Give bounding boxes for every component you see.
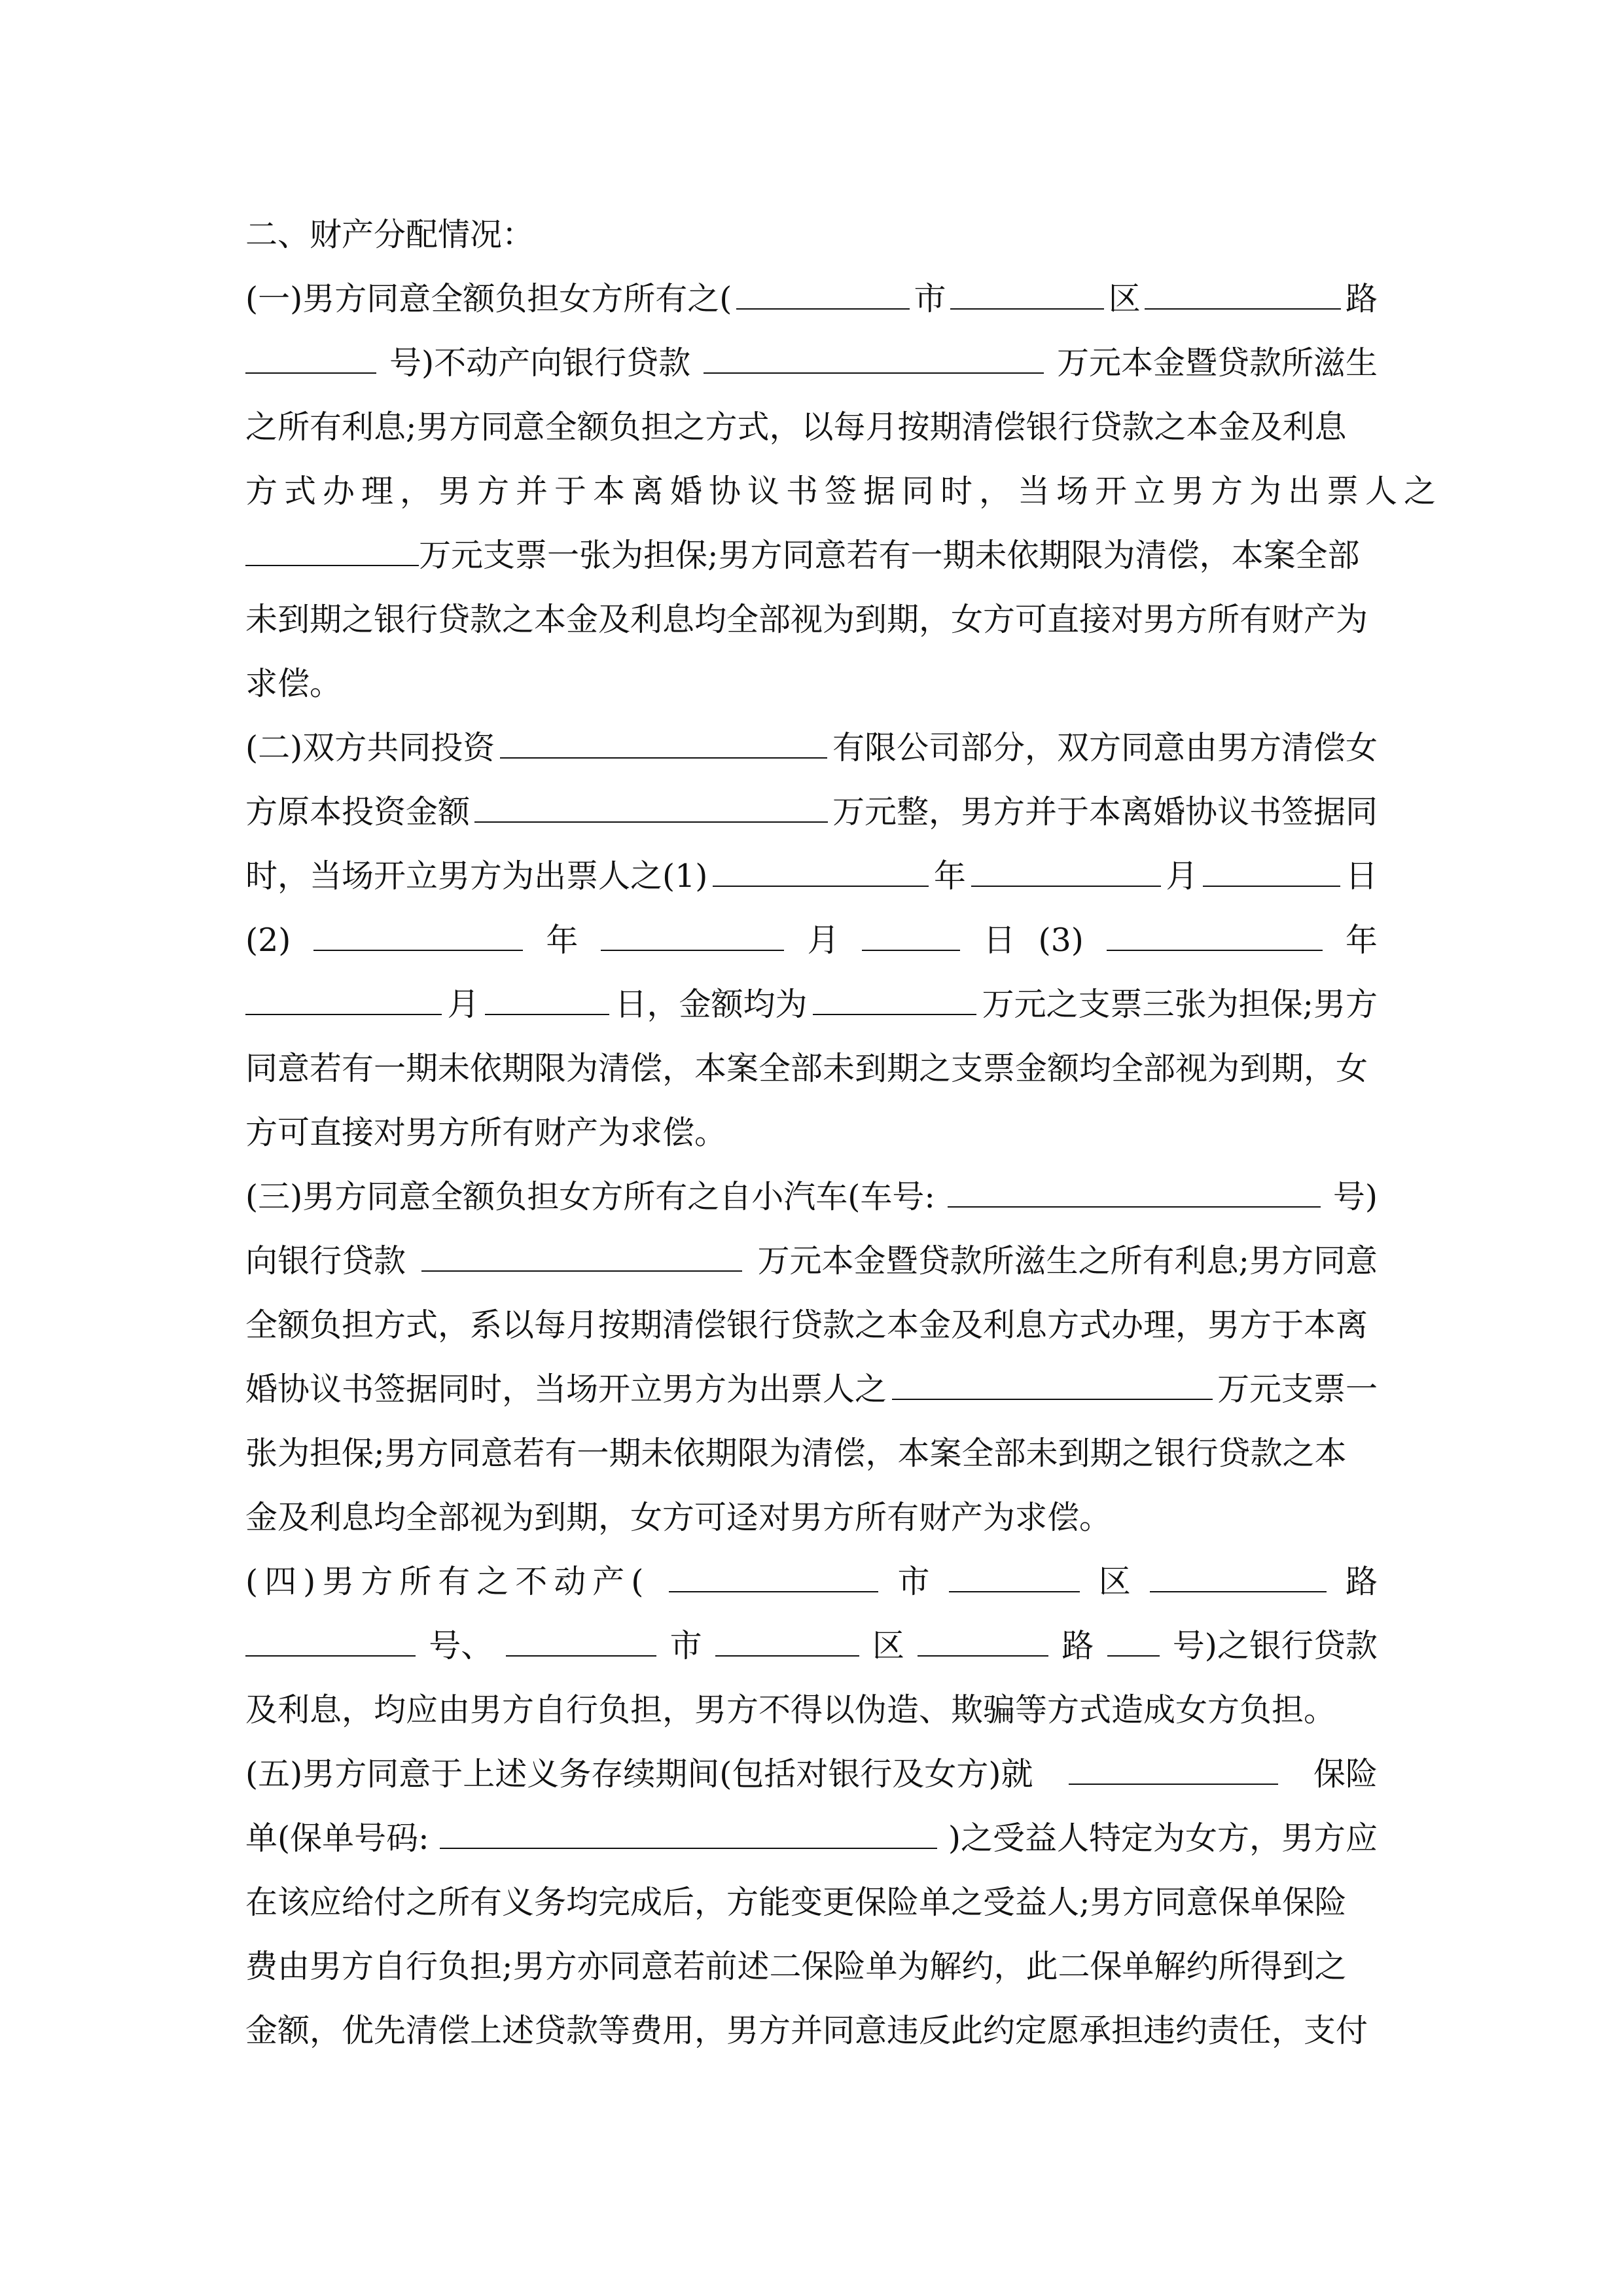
- clause-2-line-6: [245, 1037, 1378, 1101]
- text: 费由男方自行负担;男方亦同意若前述二保险单为解约，此二保单解约所得到之: [245, 1948, 1347, 1985]
- clause-1-line-1: [245, 267, 1378, 331]
- text: 月: [447, 986, 480, 1023]
- blank-line: [245, 535, 419, 566]
- blank-line: [313, 920, 523, 951]
- blank-line: [713, 855, 929, 887]
- clause-3-line-4: [245, 1357, 1378, 1422]
- text: 之所有利息;男方同意全额负担之方式，以每月按期清偿银行贷款之本金及利息: [245, 408, 1347, 446]
- text: 市: [669, 1627, 702, 1664]
- blank-line: [474, 791, 828, 823]
- text: 年: [546, 922, 579, 959]
- text: 市: [914, 280, 946, 317]
- clause-2-line-5: [245, 973, 1378, 1037]
- clause-3-line-6: [245, 1486, 1378, 1550]
- clause-1-line-4: [245, 459, 1443, 524]
- text: 日: [1345, 857, 1378, 895]
- text: 日，金额均为: [615, 986, 808, 1023]
- clause-3-line-2: [245, 1229, 1378, 1293]
- text: 号)不动产向银行贷款: [389, 344, 691, 382]
- blank-line: [715, 1625, 859, 1657]
- clause-4-line-1: [245, 1550, 1378, 1614]
- clause-5-line-3: [245, 1871, 1378, 1935]
- clause-3-line-3: [245, 1293, 1378, 1357]
- blank-line: [1107, 1625, 1160, 1657]
- text: 求偿。: [245, 665, 342, 702]
- blank-line: [1107, 920, 1323, 951]
- clause-2-line-4: [245, 908, 1378, 973]
- clause-2-line-7: [245, 1101, 1378, 1165]
- text: 号): [1332, 1178, 1378, 1215]
- text: 张为担保;男方同意若有一期未依期限为清偿，本案全部未到期之银行贷款之本: [245, 1435, 1347, 1472]
- text: 方原本投资金额: [245, 793, 471, 831]
- clause-3-line-1: [245, 1165, 1378, 1229]
- blank-line: [704, 342, 1044, 374]
- blank-line: [1069, 1753, 1278, 1785]
- blank-line: [500, 727, 827, 759]
- clause-1-line-6: [245, 588, 1378, 652]
- text: 婚协议书签据同时，当场开立男方为出票人之: [245, 1371, 887, 1408]
- text: 有限公司部分，双方同意由男方清偿女: [832, 729, 1378, 766]
- clause-2-line-3: [245, 844, 1378, 908]
- text: 路: [1345, 280, 1378, 317]
- blank-line: [1203, 855, 1340, 887]
- text: 在该应给付之所有义务均完成后，方能变更保险单之受益人;男方同意保单保险: [245, 1884, 1347, 1921]
- text: (3): [1038, 922, 1084, 959]
- blank-line: [736, 278, 910, 310]
- text: (五)男方同意于上述义务存续期间(包括对银行及女方)就: [245, 1755, 1033, 1793]
- text: 号)之银行贷款: [1172, 1627, 1378, 1664]
- clause-2-line-2: [245, 780, 1378, 844]
- clause-3-line-5: [245, 1422, 1378, 1486]
- text: 路: [1345, 1563, 1378, 1600]
- text: (一)男方同意全额负担女方所有之(: [245, 280, 732, 317]
- text: 月: [1166, 857, 1198, 895]
- blank-line: [948, 1176, 1321, 1208]
- blank-line: [1145, 278, 1341, 310]
- text: 年: [933, 857, 966, 895]
- text: 单(保单号码:: [245, 1820, 429, 1857]
- text: (二)双方共同投资: [245, 729, 495, 766]
- text: 区: [1108, 280, 1141, 317]
- text: 区: [1098, 1563, 1131, 1600]
- blank-line: [862, 920, 960, 951]
- clause-5-line-1: [245, 1742, 1378, 1806]
- text: 万元支票一张为担保;男方同意若有一期未依期限为清偿，本案全部: [419, 537, 1360, 574]
- clause-1-line-2: [245, 331, 1378, 395]
- blank-line: [971, 855, 1161, 887]
- text: 方可直接对男方所有财产为求偿。: [245, 1114, 727, 1151]
- blank-line: [485, 984, 609, 1015]
- text: (三)男方同意全额负担女方所有之自小汽车(车号:: [245, 1178, 935, 1215]
- text: 区: [872, 1627, 904, 1664]
- clause-5-line-4: [245, 1935, 1378, 1999]
- clause-4-line-2: [245, 1614, 1378, 1678]
- text: (2): [245, 922, 291, 959]
- text: 万元支票一: [1217, 1371, 1378, 1408]
- clause-1-line-5: [245, 524, 1378, 588]
- text: 时，当场开立男方为出票人之(1): [245, 857, 708, 895]
- text: 全额负担方式，系以每月按期清偿银行贷款之本金及利息方式办理，男方于本离: [245, 1306, 1368, 1344]
- text: 日: [983, 922, 1016, 959]
- text: 未到期之银行贷款之本金及利息均全部视为到期，女方可直接对男方所有财产为: [245, 601, 1368, 638]
- text: )之受益人特定为女方，男方应: [948, 1820, 1378, 1857]
- text: 万元本金暨贷款所滋生: [1056, 344, 1378, 382]
- blank-line: [918, 1625, 1048, 1657]
- blank-line: [950, 278, 1104, 310]
- text: 万元本金暨贷款所滋生之所有利息;男方同意: [757, 1242, 1378, 1280]
- text: 金及利息均全部视为到期，女方可迳对男方所有财产为求偿。: [245, 1499, 1112, 1536]
- text: 万元整，男方并于本离婚协议书签据同: [832, 793, 1378, 831]
- text: 及利息，均应由男方自行负担，男方不得以伪造、欺骗等方式造成女方负担。: [245, 1691, 1336, 1729]
- text: 路: [1061, 1627, 1094, 1664]
- blank-line: [245, 1625, 416, 1657]
- blank-line: [813, 984, 976, 1015]
- blank-line: [949, 1561, 1080, 1592]
- blank-line: [421, 1240, 742, 1272]
- blank-line: [601, 920, 784, 951]
- blank-line: [245, 984, 442, 1015]
- blank-line: [1150, 1561, 1327, 1592]
- blank-line: [669, 1561, 878, 1592]
- section-heading: 二、财产分配情况：: [245, 216, 535, 253]
- text: 同意若有一期未依期限为清偿，本案全部未到期之支票金额均全部视为到期，女: [245, 1050, 1368, 1087]
- blank-line: [440, 1818, 937, 1849]
- clause-1-line-3: [245, 395, 1378, 459]
- text: 号、: [429, 1627, 493, 1664]
- clause-5-line-2: [245, 1806, 1378, 1871]
- clause-2-line-1: [245, 716, 1378, 780]
- text: 方式办理，男方并于本离婚协议书签据同时，当场开立男方为出票人之: [245, 473, 1443, 510]
- blank-line: [245, 342, 376, 374]
- text: 金额，优先清偿上述贷款等费用，男方并同意违反此约定愿承担违约责任，支付: [245, 2012, 1368, 2049]
- text: 月: [807, 922, 840, 959]
- clause-1-line-7: [245, 652, 1378, 716]
- clause-4-line-3: [245, 1678, 1378, 1742]
- blank-line: [506, 1625, 656, 1657]
- text: 向银行贷款: [245, 1242, 406, 1280]
- document-body: [245, 203, 1443, 2063]
- clause-5-line-5: [245, 1999, 1378, 2063]
- text: 万元之支票三张为担保;男方: [982, 986, 1378, 1023]
- text: 市: [897, 1563, 930, 1600]
- text: 保险: [1313, 1755, 1378, 1793]
- text: (四)男方所有之不动产(: [245, 1563, 651, 1600]
- text: 年: [1345, 922, 1378, 959]
- blank-line: [892, 1369, 1213, 1400]
